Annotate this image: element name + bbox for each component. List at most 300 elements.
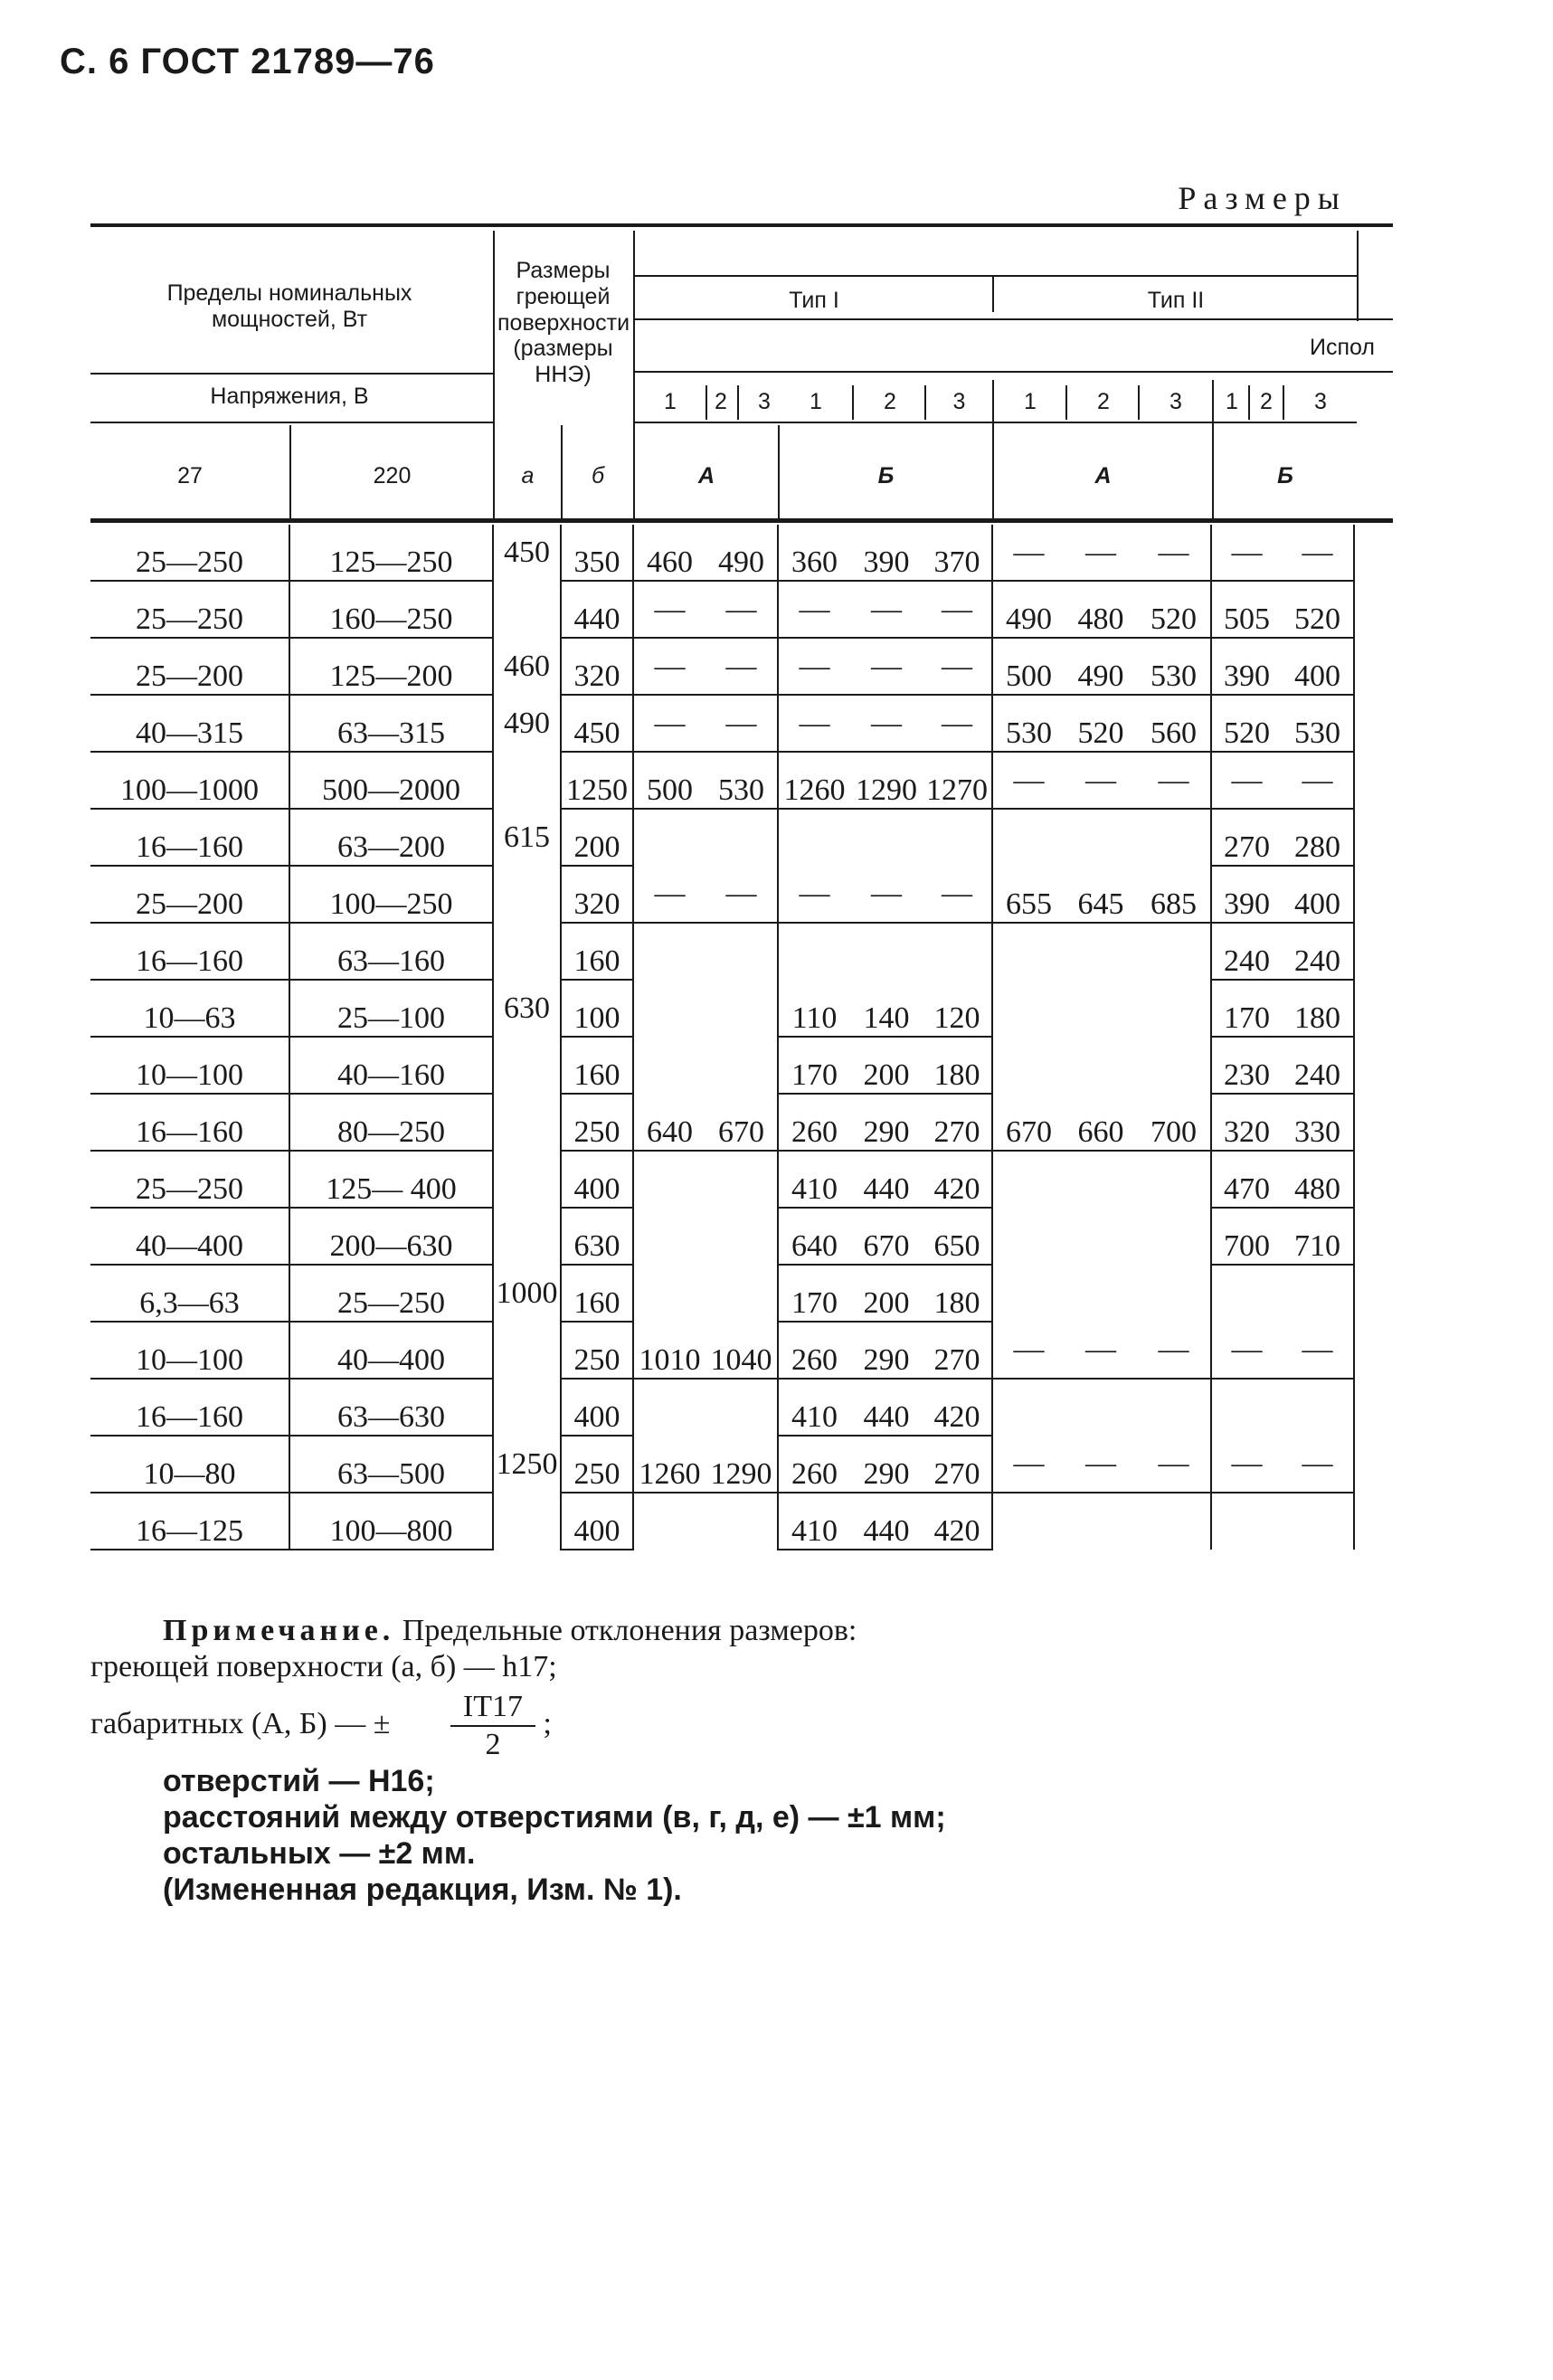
table-cell: 1250 (493, 1436, 561, 1493)
table-cell: 440 (850, 1151, 923, 1208)
table-cell: 40—400 (289, 1322, 493, 1379)
table-cell (493, 1037, 561, 1094)
table-cell: 630 (493, 980, 561, 1037)
table-cell: 100—1000 (90, 752, 289, 809)
table-row (90, 1151, 1354, 1208)
fraction-numerator: IT17 (450, 1689, 535, 1727)
table-cell: 16—160 (90, 1379, 289, 1436)
table-cell (493, 923, 561, 980)
table-cell (705, 1151, 778, 1208)
table-cell (705, 809, 778, 866)
table-cell: 320 (561, 866, 633, 923)
table-cell: — (778, 638, 850, 695)
table-cell: 560 (1137, 695, 1211, 752)
table-cell (633, 1151, 705, 1208)
notes-line3: габаритных (А, Б) — ± (90, 1706, 391, 1740)
table-cell (992, 809, 1065, 866)
table-cell (778, 809, 850, 866)
subcol-number: 3 (758, 389, 771, 414)
table-cell (633, 980, 705, 1037)
table-cell: 520 (1282, 581, 1354, 638)
table-cell: 700 (1137, 1094, 1211, 1151)
table-cell: 1000 (493, 1265, 561, 1322)
table-cell: — (1137, 1322, 1211, 1379)
table-cell: 410 (778, 1151, 850, 1208)
table-row (90, 1493, 1354, 1550)
dimensions-table (90, 525, 1355, 1550)
table-cell: 6,3—63 (90, 1265, 289, 1322)
table-cell: — (1282, 1322, 1354, 1379)
table-cell (705, 923, 778, 980)
table-cell (1137, 809, 1211, 866)
subcol-number: 2 (1260, 389, 1273, 414)
table-cell: 63—200 (289, 809, 493, 866)
table-cell: — (705, 638, 778, 695)
table-cell: 500 (633, 752, 705, 809)
table-cell: — (992, 752, 1065, 809)
heating-surface-header: Размеры греющей поверхности (размеры ННЭ) (497, 258, 630, 387)
table-cell: 490 (1065, 638, 1137, 695)
table-cell: 260 (778, 1094, 850, 1151)
table-cell: 320 (561, 638, 633, 695)
table-cell (992, 923, 1065, 980)
table-cell: 170 (778, 1265, 850, 1322)
table-cell (705, 1208, 778, 1265)
table-cell (493, 1379, 561, 1436)
type1-header: Тип I (789, 288, 839, 313)
table-cell: 530 (1137, 638, 1211, 695)
head-vline (1248, 385, 1250, 420)
notes-line7: (Измененная редакция, Изм. № 1). (163, 1873, 682, 1907)
subcol-number: 3 (1314, 389, 1327, 414)
head-vline (1065, 385, 1067, 420)
table-cell: 320 (1211, 1094, 1282, 1151)
table-cell: 685 (1137, 866, 1211, 923)
table-cell: 10—63 (90, 980, 289, 1037)
table-cell: 63—500 (289, 1436, 493, 1493)
table-cell: 40—160 (289, 1037, 493, 1094)
table-row (90, 1094, 1354, 1151)
table-cell: 360 (778, 525, 850, 581)
table-cell: 160 (561, 1265, 633, 1322)
table-cell (633, 1379, 705, 1436)
table-cell: 420 (923, 1151, 992, 1208)
subcol-number: 2 (884, 389, 896, 414)
table-cell: 270 (923, 1094, 992, 1151)
table-cell (1137, 1493, 1211, 1550)
table-cell: 63—630 (289, 1379, 493, 1436)
table-row (90, 752, 1354, 809)
table-cell (633, 1493, 705, 1550)
table-cell (633, 809, 705, 866)
table-cell: — (1211, 525, 1282, 581)
table-cell: 110 (778, 980, 850, 1037)
col-A2-header: А (1094, 463, 1112, 488)
table-cell (1065, 923, 1137, 980)
table-cell (1065, 1265, 1137, 1322)
subcol-number: 2 (1097, 389, 1110, 414)
table-cell: — (778, 695, 850, 752)
table-cell (992, 1265, 1065, 1322)
table-cell: 530 (705, 752, 778, 809)
table-cell: 10—80 (90, 1436, 289, 1493)
table-cell: 260 (778, 1322, 850, 1379)
table-cell: 530 (992, 695, 1065, 752)
table-cell (633, 1208, 705, 1265)
table-cell: 180 (923, 1037, 992, 1094)
table-cell (1065, 1208, 1137, 1265)
table-cell: 1260 (778, 752, 850, 809)
table-cell (1065, 1151, 1137, 1208)
table-cell: — (1282, 525, 1354, 581)
table-cell: — (923, 695, 992, 752)
subcol-number: 1 (810, 389, 822, 414)
table-cell (1137, 1265, 1211, 1322)
table-cell: 490 (493, 695, 561, 752)
table-cell (705, 1493, 778, 1550)
table-cell (633, 1037, 705, 1094)
table-cell: 1290 (850, 752, 923, 809)
table-row (90, 695, 1354, 752)
head-vline (852, 385, 854, 420)
table-cell (493, 1322, 561, 1379)
table-cell (778, 923, 850, 980)
table-cell: 200 (850, 1265, 923, 1322)
table-cell (1137, 980, 1211, 1037)
table-cell: 460 (493, 638, 561, 695)
table-cell: 490 (992, 581, 1065, 638)
table-cell (1137, 1151, 1211, 1208)
table-cell (493, 581, 561, 638)
table-row (90, 1208, 1354, 1265)
table-cell: — (992, 1322, 1065, 1379)
table-row (90, 1379, 1354, 1436)
table-cell: 125—200 (289, 638, 493, 695)
table-cell: — (1211, 1322, 1282, 1379)
table-cell: — (1211, 1436, 1282, 1493)
notes-title: Примечание. (163, 1614, 395, 1647)
table-top-rule (90, 223, 1393, 227)
table-cell: 10—100 (90, 1322, 289, 1379)
table-cell: — (923, 581, 992, 638)
notes-line4: отверстий — H16; (163, 1764, 435, 1798)
subcol-number: 3 (952, 389, 966, 414)
table-cell: — (778, 581, 850, 638)
head-hline (633, 318, 1393, 320)
table-cell: — (992, 525, 1065, 581)
table-cell (992, 1037, 1065, 1094)
table-cell (705, 1379, 778, 1436)
table-cell (1137, 1037, 1211, 1094)
table-cell (992, 1208, 1065, 1265)
table-cell: 440 (850, 1493, 923, 1550)
table-head-bottom-rule (90, 518, 1393, 523)
table-row (90, 1436, 1354, 1493)
table-cell: 200 (850, 1037, 923, 1094)
table-cell: 500—2000 (289, 752, 493, 809)
table-cell: 1260 (633, 1436, 705, 1493)
table-cell: 440 (561, 581, 633, 638)
table-cell: 25—250 (289, 1265, 493, 1322)
table-cell: — (850, 866, 923, 923)
table-cell: 290 (850, 1094, 923, 1151)
table-cell: 640 (778, 1208, 850, 1265)
table-cell: 400 (561, 1379, 633, 1436)
table-cell: 410 (778, 1493, 850, 1550)
table-cell: 1290 (705, 1436, 778, 1493)
col-A1-header: А (697, 463, 715, 488)
table-cell (493, 1094, 561, 1151)
table-cell: 170 (778, 1037, 850, 1094)
table-cell: 230 (1211, 1037, 1282, 1094)
table-cell: 450 (561, 695, 633, 752)
table-cell: 490 (705, 525, 778, 581)
table-cell: 25—200 (90, 866, 289, 923)
table-cell: 125—250 (289, 525, 493, 581)
table-cell: — (633, 695, 705, 752)
table-cell: 250 (561, 1436, 633, 1493)
table-cell: 480 (1065, 581, 1137, 638)
table-cell: — (850, 695, 923, 752)
table-cell (1137, 923, 1211, 980)
table-cell (992, 1151, 1065, 1208)
subcol-number: 1 (664, 389, 677, 414)
notes-line5: расстояний между отверстиями (в, г, д, е) — ±1 мм; (163, 1800, 946, 1835)
subcol-number: 1 (1024, 389, 1037, 414)
table-cell: 270 (1211, 809, 1282, 866)
table-cell: 100—800 (289, 1493, 493, 1550)
table-row (90, 638, 1354, 695)
table-cell (1137, 1208, 1211, 1265)
table-cell (1065, 1379, 1137, 1436)
table-cell: — (633, 581, 705, 638)
subcol-number: 3 (1169, 389, 1182, 414)
table-cell: 670 (705, 1094, 778, 1151)
table-cell (705, 1265, 778, 1322)
table-cell: 250 (561, 1094, 633, 1151)
head-hline (90, 422, 493, 423)
table-cell: 670 (850, 1208, 923, 1265)
table-cell (850, 809, 923, 866)
table-cell: 140 (850, 980, 923, 1037)
table-cell: 10—100 (90, 1037, 289, 1094)
table-cell (1065, 1493, 1137, 1550)
table-cell: 400 (1282, 638, 1354, 695)
table-row (90, 1037, 1354, 1094)
head-vline (1357, 231, 1359, 321)
table-row (90, 581, 1354, 638)
subcol-number: 2 (715, 389, 727, 414)
head-hline (633, 422, 1357, 423)
table-cell: 520 (1211, 695, 1282, 752)
table-cell: 500 (992, 638, 1065, 695)
table-cell: — (1065, 752, 1137, 809)
table-cell: 270 (923, 1322, 992, 1379)
table-cell: 710 (1282, 1208, 1354, 1265)
table-cell: — (1282, 1436, 1354, 1493)
table-cell: 25—100 (289, 980, 493, 1037)
table-cell (705, 980, 778, 1037)
table-cell: 460 (633, 525, 705, 581)
table-cell (992, 980, 1065, 1037)
table-cell: 660 (1065, 1094, 1137, 1151)
table-cell (493, 1151, 561, 1208)
table-cell: 390 (850, 525, 923, 581)
type2-header: Тип II (1147, 288, 1205, 313)
table-cell: 160 (561, 923, 633, 980)
head-vline (737, 385, 739, 420)
col-a-header: а (521, 463, 535, 488)
table-cell: 240 (1282, 923, 1354, 980)
table-cell: — (1065, 1322, 1137, 1379)
table-row (90, 525, 1354, 581)
table-cell: — (1137, 752, 1211, 809)
voltage-220: 220 (373, 463, 412, 488)
table-cell: 160 (561, 1037, 633, 1094)
table-cell: 280 (1282, 809, 1354, 866)
table-cell: 63—315 (289, 695, 493, 752)
table-cell: — (923, 866, 992, 923)
table-cell: 125— 400 (289, 1151, 493, 1208)
head-hline (633, 371, 1393, 373)
table-cell: — (1065, 1436, 1137, 1493)
head-vline (1283, 385, 1284, 420)
table-cell: — (1065, 525, 1137, 581)
table-cell: 40—315 (90, 695, 289, 752)
table-cell: 180 (923, 1265, 992, 1322)
table-cell: 170 (1211, 980, 1282, 1037)
table-cell: 63—160 (289, 923, 493, 980)
table-cell: 370 (923, 525, 992, 581)
table-cell: 700 (1211, 1208, 1282, 1265)
table-cell: 40—400 (90, 1208, 289, 1265)
fraction-denominator: 2 (485, 1728, 501, 1761)
table-cell: 400 (1282, 866, 1354, 923)
table-cell: 200 (561, 809, 633, 866)
table-cell: 80—250 (289, 1094, 493, 1151)
table-cell (1282, 1379, 1354, 1436)
head-vline (1138, 385, 1140, 420)
table-cell: 290 (850, 1322, 923, 1379)
table-cell: — (850, 638, 923, 695)
table-cell: 25—200 (90, 638, 289, 695)
table-cell (1065, 809, 1137, 866)
table-cell: 250 (561, 1322, 633, 1379)
table-cell (923, 923, 992, 980)
head-hline (633, 275, 1357, 277)
notes-line1: Предельные отклонения размеров: (402, 1614, 857, 1647)
col-b-header: б (591, 463, 605, 488)
table-cell: 1270 (923, 752, 992, 809)
table-cell: 180 (1282, 980, 1354, 1037)
table-cell: 330 (1282, 1094, 1354, 1151)
table-cell (850, 923, 923, 980)
table-cell: — (778, 866, 850, 923)
table-cell: 530 (1282, 695, 1354, 752)
table-row (90, 1322, 1354, 1379)
table-cell: 400 (561, 1151, 633, 1208)
table-cell (1282, 1265, 1354, 1322)
table-cell: 100—250 (289, 866, 493, 923)
table-cell: 290 (850, 1436, 923, 1493)
table-cell (493, 1493, 561, 1550)
table-cell: 16—125 (90, 1493, 289, 1550)
table-cell: 260 (778, 1436, 850, 1493)
table-cell: — (923, 638, 992, 695)
table-cell: 645 (1065, 866, 1137, 923)
table-cell: 655 (992, 866, 1065, 923)
notes-line2: греющей поверхности (а, б) — h17; (90, 1650, 557, 1683)
table-cell: 200—630 (289, 1208, 493, 1265)
table-cell: 270 (923, 1436, 992, 1493)
table-cell (1282, 1493, 1354, 1550)
table-cell (992, 1493, 1065, 1550)
table-cell: 390 (1211, 866, 1282, 923)
table-cell (493, 1208, 561, 1265)
table-cell: 240 (1211, 923, 1282, 980)
table-cell: — (705, 581, 778, 638)
table-cell: — (850, 581, 923, 638)
table-cell: — (992, 1436, 1065, 1493)
voltage-27: 27 (177, 463, 203, 488)
table-cell (1211, 1493, 1282, 1550)
table-cell (633, 923, 705, 980)
table-cell: 615 (493, 809, 561, 866)
col-B2-header: Б (1277, 463, 1293, 488)
table-cell: — (1137, 1436, 1211, 1493)
table-cell: — (1137, 525, 1211, 581)
power-limits-header: Пределы номинальных мощностей, Вт (166, 280, 412, 332)
table-cell (705, 1037, 778, 1094)
table-row (90, 809, 1354, 866)
table-row (90, 980, 1354, 1037)
table-cell: 440 (850, 1379, 923, 1436)
table-cell: 450 (493, 525, 561, 581)
table-cell: 100 (561, 980, 633, 1037)
table-cell: 16—160 (90, 809, 289, 866)
table-cell: — (705, 695, 778, 752)
table-cell: 480 (1282, 1151, 1354, 1208)
table-cell: — (633, 638, 705, 695)
fraction (450, 1689, 535, 1763)
table-cell: 240 (1282, 1037, 1354, 1094)
ispol-header: Испол (1310, 335, 1375, 360)
table-cell: 400 (561, 1493, 633, 1550)
table-cell: 470 (1211, 1151, 1282, 1208)
col-B1-header: Б (877, 463, 895, 488)
table-cell (1211, 1379, 1282, 1436)
table-cell: — (1211, 752, 1282, 809)
table-cell: 1010 (633, 1322, 705, 1379)
table-cell: 420 (923, 1379, 992, 1436)
table-cell (1065, 1037, 1137, 1094)
table-row (90, 923, 1354, 980)
notes (90, 1613, 946, 1908)
voltage-header: Напряжения, В (210, 384, 369, 409)
page-header: С. 6 ГОСТ 21789—76 (60, 42, 435, 81)
table-cell: 505 (1211, 581, 1282, 638)
head-vline (992, 276, 994, 312)
head-vline (924, 385, 926, 420)
table-cell: 25—250 (90, 581, 289, 638)
table-row (90, 866, 1354, 923)
table-cell: 390 (1211, 638, 1282, 695)
table-cell: 160—250 (289, 581, 493, 638)
table-cell: 16—160 (90, 1094, 289, 1151)
section-label: Размеры (1178, 180, 1347, 216)
table-cell (992, 1379, 1065, 1436)
table-cell: 1250 (561, 752, 633, 809)
